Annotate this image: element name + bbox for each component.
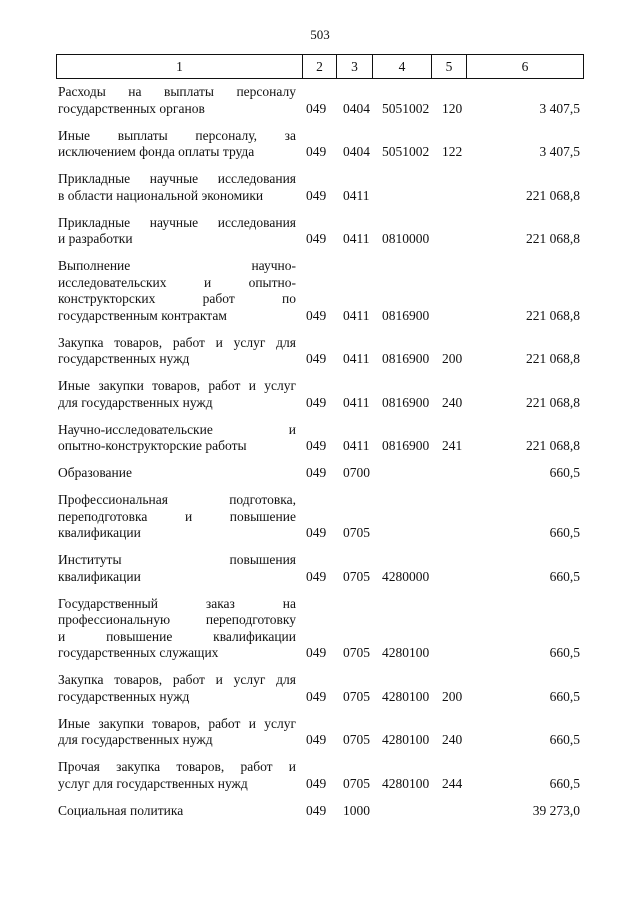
row-name-line: государственных нужд: [58, 351, 190, 366]
cell-vr: 240: [442, 394, 463, 410]
cell-cs: 0810000: [382, 231, 430, 246]
row-name-line: государственных органов: [58, 100, 205, 116]
cell-gr: 049: [306, 438, 327, 453]
cell-sum: 660,5: [549, 525, 580, 540]
row-name: [58, 492, 296, 542]
row-name-line: квалификации: [58, 568, 141, 584]
row-name-line: Образование: [58, 465, 132, 480]
row-name-line: конструкторских работ по: [58, 291, 296, 306]
cell-cs: 4280000: [382, 568, 430, 584]
row-name: [58, 465, 296, 482]
table-row: [56, 803, 584, 820]
row-name-line: Закупка товаров, работ и услуг для: [58, 334, 296, 350]
cell-gr: 049: [306, 568, 327, 584]
row-name-line: Иные закупки товаров, работ и услуг: [58, 378, 296, 393]
cell-gr: 049: [306, 775, 327, 791]
row-name-line: Государственный заказ на: [58, 595, 296, 611]
row-name: [58, 716, 296, 749]
table-row: [56, 552, 584, 585]
cell-sum: 221 068,8: [526, 394, 580, 410]
table-row: [56, 171, 584, 204]
cell-cs: 0816900: [382, 351, 430, 366]
cell-rz: 0411: [343, 187, 370, 203]
row-name-line: Социальная политика: [58, 802, 184, 818]
table-header: [56, 54, 584, 79]
row-name-line: Прикладные научные исследования: [58, 214, 296, 230]
cell-cs: 4280100: [382, 688, 430, 704]
cell-sum: 660,5: [549, 465, 580, 480]
row-name: [58, 215, 296, 248]
cell-cs: 5051002: [382, 100, 430, 116]
table-row: [56, 128, 584, 161]
cell-sum: 660,5: [549, 645, 580, 660]
cell-sum: 660,5: [549, 775, 580, 791]
cell-sum: 3 407,5: [539, 100, 580, 116]
cell-gr: 049: [306, 394, 327, 410]
table-row: [56, 465, 584, 482]
column-header-6: 6: [521, 58, 529, 74]
row-name: [58, 171, 296, 204]
table-row: [56, 759, 584, 792]
cell-rz: 1000: [343, 802, 370, 818]
cell-vr: 240: [442, 732, 463, 747]
cell-rz: 0705: [343, 568, 370, 584]
column-header-5: 5: [432, 55, 467, 78]
cell-rz: 0411: [343, 438, 370, 453]
row-name-line: государственных служащих: [58, 645, 219, 660]
cell-rz: 0411: [343, 351, 370, 366]
row-name-line: Иные выплаты персоналу, за: [58, 127, 296, 143]
row-name-line: для государственных нужд: [58, 394, 213, 410]
row-name: [58, 552, 296, 585]
cell-gr: 049: [306, 231, 327, 246]
cell-rz: 0705: [343, 732, 370, 747]
row-name-line: государственным контрактам: [58, 307, 227, 323]
page-number: 503: [310, 27, 330, 42]
table-row: [56, 716, 584, 749]
table-row: [56, 378, 584, 411]
row-name-line: для государственных нужд: [58, 732, 213, 747]
row-name-line: опытно-конструкторские работы: [58, 438, 247, 453]
row-name: [58, 759, 296, 792]
cell-gr: 049: [306, 645, 327, 660]
cell-sum: 660,5: [549, 688, 580, 704]
cell-gr: 049: [306, 732, 327, 747]
row-name: [58, 378, 296, 411]
row-name-line: Расходы на выплаты персоналу: [58, 84, 296, 99]
column-header-3: 3: [337, 55, 373, 78]
column-header-1: 1: [57, 55, 303, 78]
cell-cs: 0816900: [382, 307, 430, 323]
row-name-line: исключением фонда оплаты труда: [58, 144, 255, 159]
row-name-line: государственных нужд: [58, 688, 190, 704]
cell-cs: 5051002: [382, 144, 430, 159]
column-header-2: 2: [303, 55, 337, 78]
table-row: [56, 422, 584, 455]
cell-rz: 0705: [343, 525, 370, 540]
table-row: [56, 215, 584, 248]
row-name-line: Выполнение научно-: [58, 258, 296, 273]
column-header-4: 4: [373, 55, 432, 78]
row-name-line: услуг для государственных нужд: [58, 775, 248, 791]
cell-rz: 0700: [343, 465, 370, 480]
cell-rz: 0404: [343, 100, 370, 116]
row-name: [58, 335, 296, 368]
row-name-line: Институты повышения: [58, 552, 296, 567]
row-name: [58, 258, 296, 324]
cell-sum: 3 407,5: [539, 144, 580, 159]
cell-gr: 049: [306, 465, 327, 480]
row-name: [58, 422, 296, 455]
row-name-line: Профессиональная подготовка,: [58, 492, 296, 507]
cell-gr: 049: [306, 187, 327, 203]
cell-cs: 0816900: [382, 394, 430, 410]
cell-gr: 049: [306, 307, 327, 323]
cell-rz: 0705: [343, 775, 370, 791]
cell-cs: 4280100: [382, 775, 430, 791]
cell-gr: 049: [306, 525, 327, 540]
cell-sum: 221 068,8: [526, 438, 580, 453]
cell-cs: 0816900: [382, 438, 430, 453]
cell-rz: 0411: [343, 394, 370, 410]
cell-vr: 200: [442, 688, 463, 704]
row-name: [58, 84, 296, 117]
row-name-line: Закупка товаров, работ и услуг для: [58, 672, 296, 687]
row-name: [58, 128, 296, 161]
cell-sum: 221 068,8: [526, 351, 580, 366]
row-name-line: квалификации: [58, 525, 141, 540]
cell-cs: 4280100: [382, 732, 430, 747]
cell-sum: 660,5: [549, 568, 580, 584]
cell-sum: 221 068,8: [526, 307, 580, 323]
row-name: [58, 596, 296, 662]
row-name-line: в области национальной экономики: [58, 187, 264, 203]
table-row: [56, 596, 584, 662]
row-name-line: Иные закупки товаров, работ и услуг: [58, 715, 296, 731]
cell-rz: 0705: [343, 645, 370, 660]
cell-rz: 0404: [343, 144, 370, 159]
table-row: [56, 672, 584, 705]
cell-vr: 122: [442, 144, 463, 159]
cell-rz: 0411: [343, 307, 370, 323]
row-name: [58, 803, 296, 820]
cell-vr: 244: [442, 775, 463, 791]
table-row: [56, 84, 584, 117]
row-name-line: Прочая закупка товаров, работ и: [58, 759, 296, 774]
cell-gr: 049: [306, 144, 327, 159]
row-name-line: профессиональную переподготовку: [58, 612, 296, 627]
cell-vr: 200: [442, 351, 463, 366]
row-name-line: и повышение квалификации: [58, 628, 296, 644]
cell-sum: 221 068,8: [526, 231, 580, 246]
cell-gr: 049: [306, 351, 327, 366]
row-name-line: Прикладные научные исследования: [58, 171, 296, 186]
cell-rz: 0411: [343, 231, 370, 246]
cell-sum: 39 273,0: [532, 802, 580, 818]
cell-vr: 120: [442, 100, 463, 116]
cell-gr: 049: [306, 688, 327, 704]
cell-sum: 221 068,8: [526, 187, 580, 203]
row-name-line: и разработки: [58, 231, 133, 246]
table-row: [56, 492, 584, 542]
table-row: [56, 258, 584, 324]
cell-gr: 049: [306, 802, 327, 818]
row-name: [58, 672, 296, 705]
cell-sum: 660,5: [549, 732, 580, 747]
row-name-line: исследовательских и опытно-: [58, 274, 296, 290]
row-name-line: Научно-исследовательские и: [58, 421, 296, 437]
cell-vr: 241: [442, 438, 463, 453]
table-row: [56, 335, 584, 368]
row-name-line: переподготовка и повышение: [58, 508, 296, 524]
cell-rz: 0705: [343, 688, 370, 704]
cell-gr: 049: [306, 100, 327, 116]
cell-cs: 4280100: [382, 645, 430, 660]
